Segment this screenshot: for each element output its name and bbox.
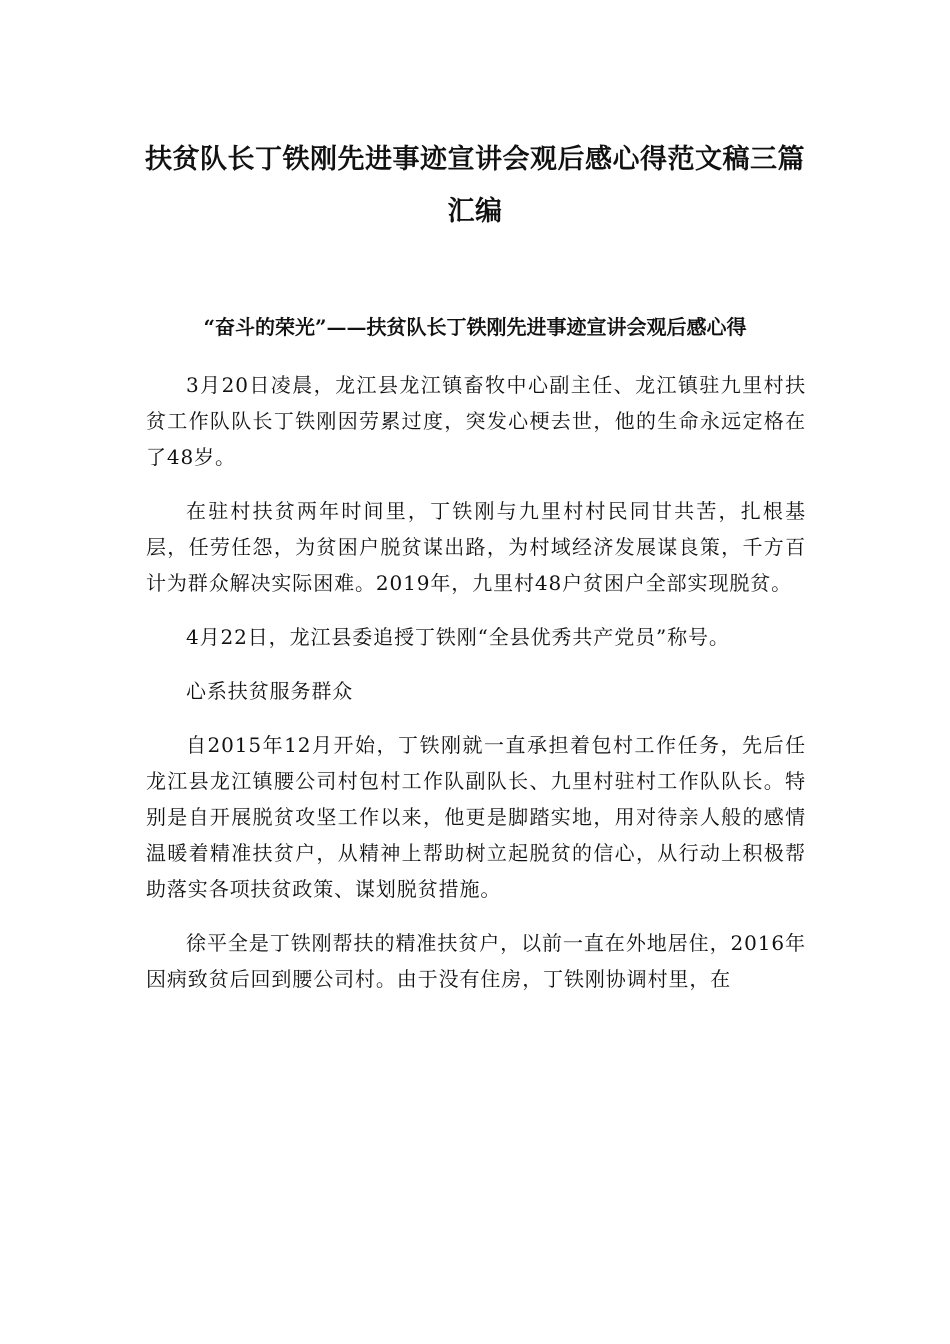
- subheading-paragraph: 心系扶贫服务群众: [186, 679, 354, 703]
- document-title: 扶贫队长丁铁刚先进事迹宣讲会观后感心得范文稿三篇汇编: [145, 144, 805, 227]
- paragraph-5: 自2015年12月开始，丁铁刚就一直承担着包村工作任务，先后任龙江县龙江镇腰公司村包村工作队副队长、九里村驻村工作队队长。特别是自开展脱贫攻坚工作以来，他更是脚踏实地，用对待亲人般的感情温暖着精准扶贫户，从精神上帮助树立起脱贫的信心，从行动上积极帮助落实各项扶贫政策、谋划脱贫措施。: [146, 733, 806, 901]
- document-body: [146, 367, 806, 1015]
- paragraph-1: 3月20日凌晨，龙江县龙江镇畜牧中心副主任、龙江镇驻九里村扶贫工作队队长丁铁刚因劳累过度，突发心梗去世，他的生命永远定格在了48岁。: [146, 373, 806, 469]
- paragraph-2: 在驻村扶贫两年时间里，丁铁刚与九里村村民同甘共苦，扎根基层，任劳任怨，为贫困户脱贫谋出路，为村域经济发展谋良策，千方百计为群众解决实际困难。2019年，九里村48户贫困户全部实现脱贫。: [146, 499, 806, 595]
- section-heading: “奋斗的荣光”——扶贫队长丁铁刚先进事迹宣讲会观后感心得: [203, 315, 747, 339]
- paragraph-3: 4月22日，龙江县委追授丁铁刚“全县优秀共产党员”称号。: [186, 625, 730, 649]
- paragraph-6: 徐平全是丁铁刚帮扶的精准扶贫户，以前一直在外地居住，2016年因病致贫后回到腰公司村。由于没有住房，丁铁刚协调村里，在: [146, 931, 806, 991]
